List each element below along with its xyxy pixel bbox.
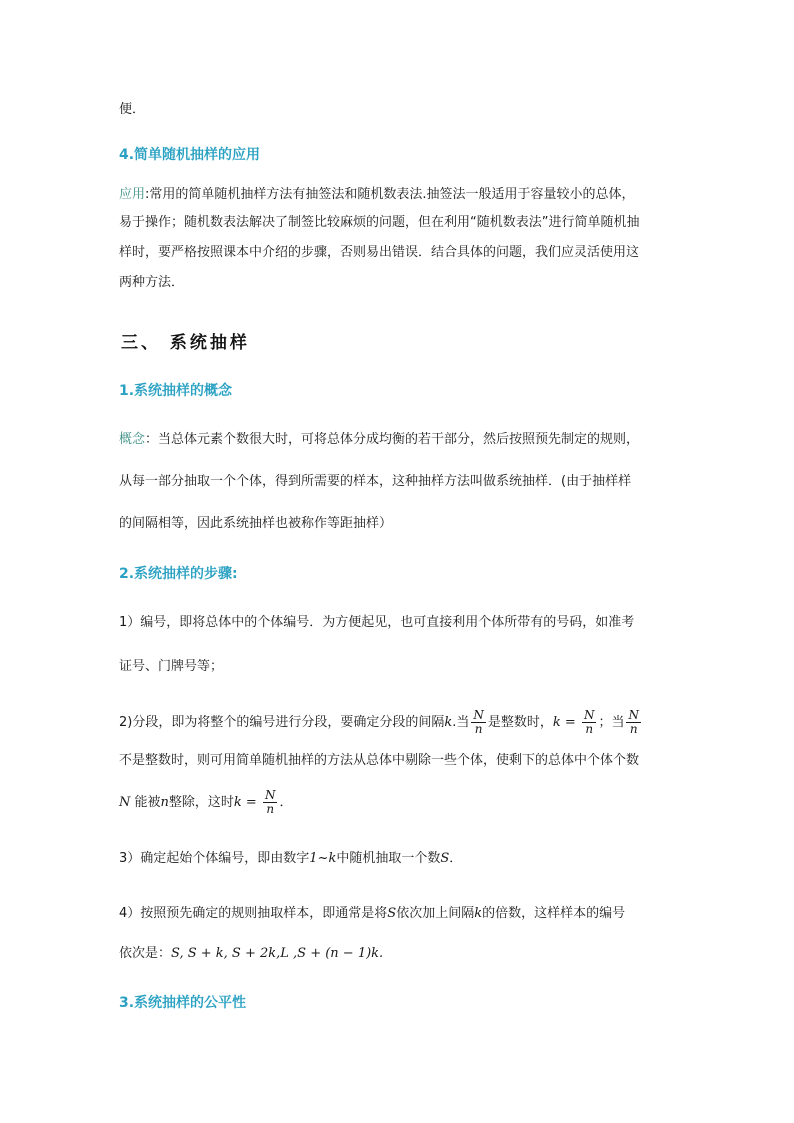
text-span: ；当 <box>598 715 625 730</box>
paragraph-concept-line <box>119 431 639 449</box>
section-title-systematic-sampling: 三、 系统抽样 <box>121 333 250 353</box>
math-S: S <box>440 851 450 866</box>
text-span: 整除，这时 <box>168 795 234 810</box>
math-k: k <box>233 795 242 810</box>
text-span: ． <box>279 795 293 810</box>
step-4-line <box>119 905 625 923</box>
text-span: 是整数时， <box>487 715 553 730</box>
step-2-line: N 能被n整除，这时k = $\frac{N}{n}$ ． <box>119 788 293 816</box>
step-2-line: 2)分段，即为将整个的编号进行分段，要确定分段的间隔k.当 $\frac{N}{n}$ 是整数时，k = $\frac{N}{n}$ ；当 $\frac{N}{n}$ <box>119 708 639 736</box>
paragraph-application-line <box>119 186 635 204</box>
math-range: 1~k <box>309 851 337 866</box>
math-k: k <box>552 715 561 730</box>
fraction-numerator: N <box>473 708 484 722</box>
paragraph-application-line: 样时，要严格按照课本中介绍的步骤，否则易出错误．结合具体的问题，我们应灵活使用这 <box>119 245 640 260</box>
fraction-N-over-n <box>471 709 486 736</box>
fraction-N-over-n <box>582 709 597 736</box>
label-concept: 概念 <box>119 432 146 447</box>
text-span: 能被 <box>130 795 161 810</box>
text-span: 的倍数，这样样本的编号 <box>482 906 626 921</box>
fraction-denominator: n <box>266 802 275 816</box>
fraction-N-over-n <box>263 789 278 816</box>
paragraph-application-line: 两种方法． <box>119 275 185 290</box>
fraction-denominator: n <box>474 722 483 736</box>
step-4-line <box>119 945 383 963</box>
fraction-numerator: N <box>264 788 276 802</box>
paragraph-concept-line: 的间隔相等，因此系统抽样也被称作等距抽样） <box>119 516 393 531</box>
fraction-numerator: N <box>628 708 639 722</box>
heading-steps: 2.系统抽样的步骤: <box>119 566 238 582</box>
paragraph-application-line: 易于操作；随机数表法解决了制签比较麻烦的问题，但在利用“随机数表法”进行简单随机抽 <box>119 215 640 230</box>
fraction-numerator: N <box>583 708 595 722</box>
step-2-line: 不是整数时，则可用简单随机抽样的方法从总体中剔除一些个体，使剩下的总体中个体个数 <box>119 753 640 768</box>
text-span: .当 <box>452 715 470 730</box>
math-N: N <box>119 795 131 810</box>
math-k: k <box>474 906 483 921</box>
text-span: 3）确定起始个体编号，即由数字 <box>119 851 310 866</box>
text-span: ：当总体元素个数很大时，可将总体分成均衡的若干部分，然后按照预先制定的规则， <box>145 432 640 447</box>
math-k: k <box>444 715 453 730</box>
math-n: n <box>160 795 169 810</box>
text-span: ． <box>449 851 463 866</box>
text-span: 中随机抽取一个数 <box>336 851 441 866</box>
step-3-line <box>119 850 462 868</box>
heading-concept: 1.系统抽样的概念 <box>119 383 233 399</box>
text-line: 便． <box>119 102 146 117</box>
fraction-denominator: n <box>585 722 594 736</box>
heading-application: 4.简单随机抽样的应用 <box>119 147 261 163</box>
paragraph-concept-line: 从每一部分抽取一个个体，得到所需要的样本，这种抽样方法叫做系统抽样．(由于抽样样 <box>119 474 632 489</box>
text-span: 依次是： <box>119 946 172 961</box>
label-application: 应用 <box>119 187 146 202</box>
text-span: 依次加上间隔 <box>396 906 475 921</box>
fraction-N-over-n <box>626 709 641 736</box>
fraction-denominator: n <box>629 722 638 736</box>
step-1-line: 1）编号，即将总体中的个体编号．为方便起见，也可直接利用个体所带有的号码，如准考 <box>119 615 635 630</box>
text-span: :常用的简单随机抽样方法有抽签法和随机数表法.抽签法一般适用于容量较小的总体， <box>145 187 635 202</box>
math-S: S <box>387 906 397 921</box>
text-span: 4）按照预先确定的规则抽取样本，即通常是将 <box>119 906 388 921</box>
heading-fairness: 3.系统抽样的公平性 <box>119 995 247 1011</box>
text-span: 2)分段，即为将整个的编号进行分段，要确定分段的间隔 <box>119 715 445 730</box>
step-1-line: 证号、门牌号等； <box>119 659 224 674</box>
math-sequence: S, S + k, S + 2k,L ,S + (n − 1)k. <box>171 946 384 961</box>
